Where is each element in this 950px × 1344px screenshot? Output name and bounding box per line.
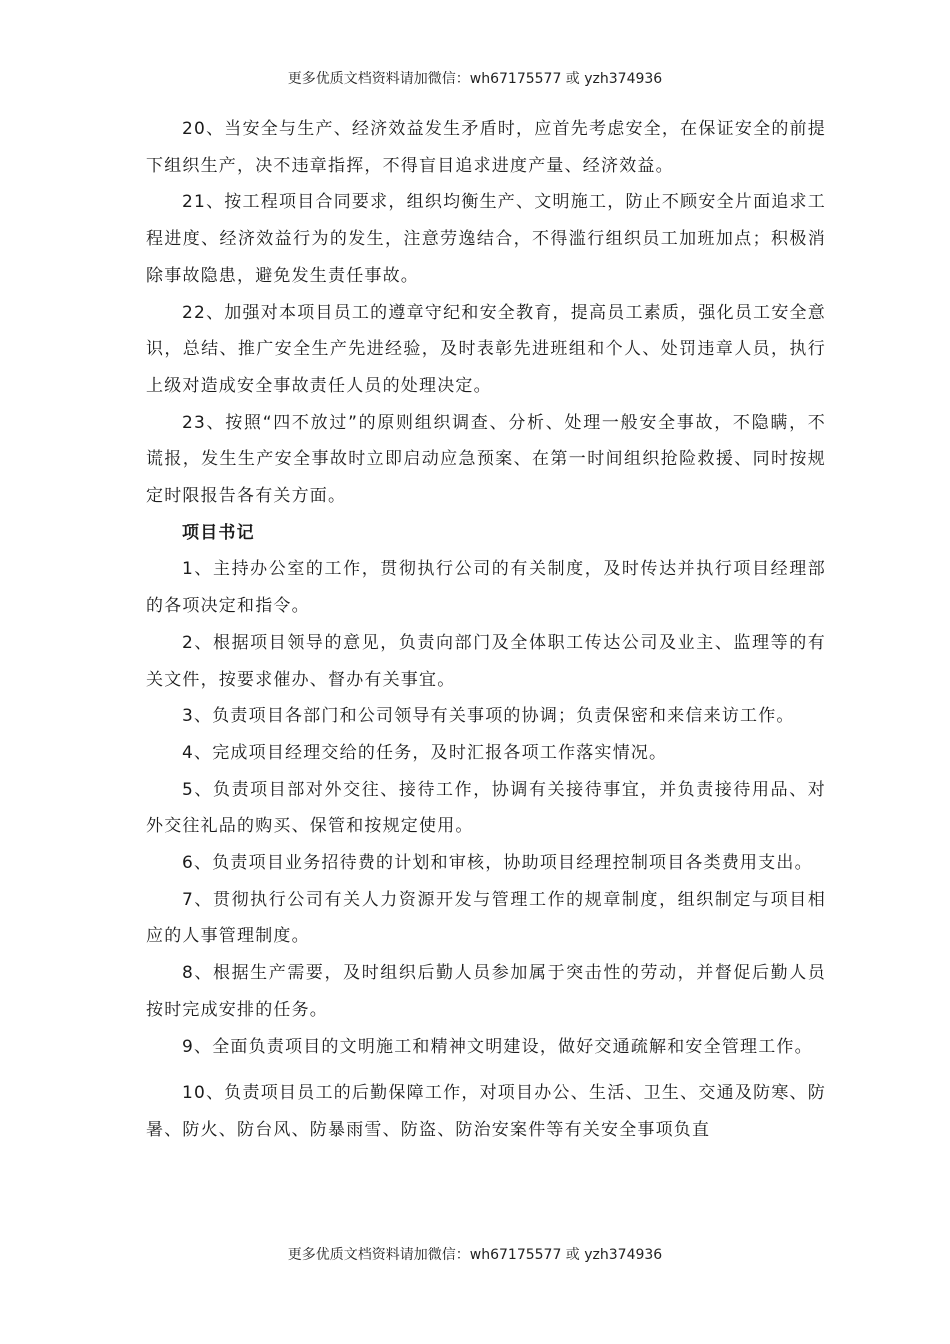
section-item-2: 2、根据项目领导的意见，负责向部门及全体职工传达公司及业主、监理等的有关文件，按要求催办、督办有关事宜。 (146, 632, 826, 690)
section-item-1: 1、主持办公室的工作，贯彻执行公司的有关制度，及时传达并执行项目经理部的各项决定和指令。 (146, 559, 826, 617)
section-item-7: 7、贯彻执行公司有关人力资源开发与管理工作的规章制度，组织制定与项目相应的人事管理制度。 (146, 889, 826, 947)
page-footer: 更多优质文档资料请加微信：wh67175577 或 yzh374936 (287, 1247, 663, 1263)
section-item-4: 4、完成项目经理交给的任务，及时汇报各项工作落实情况。 (182, 742, 668, 763)
paragraph-20: 20、当安全与生产、经济效益发生矛盾时，应首先考虑安全，在保证安全的前提下组织生产，决不违章指挥，不得盲目追求进度产量、经济效益。 (146, 119, 826, 176)
paragraph-22: 22、加强对本项目员工的遵章守纪和安全教育，提高员工素质，强化员工安全意识，总结、推广安全生产先进经验，及时表彰先进班组和个人、处罚违章人员，执行上级对造成安全事故责任人员的处理决定。 (146, 302, 826, 396)
section-item-5: 5、负责项目部对外交往、接待工作，协调有关接待事宜，并负责接待用品、对外交往礼品的购买、保管和按规定使用。 (146, 779, 826, 837)
section-item-6: 6、负责项目业务招待费的计划和审核，协助项目经理控制项目各类费用支出。 (182, 853, 813, 874)
page-header: 更多优质文档资料请加微信：wh67175577 或 yzh374936 (287, 71, 663, 87)
paragraph-23: 23、按照“四不放过”的原则组织调查、分析、处理一般安全事故，不隐瞒，不谎报，发生生产安全事故时立即启动应急预案、在第一时间组织抢险救援、同时按规定时限报告各有关方面。 (146, 412, 826, 507)
section-item-3: 3、负责项目各部门和公司领导有关事项的协调；负责保密和来信来访工作。 (182, 706, 795, 727)
paragraph-21: 21、按工程项目合同要求，组织均衡生产、文明施工，防止不顾安全片面追求工程进度、经济效益行为的发生，注意劳逸结合，不得滥行组织员工加班加点；积极消除事故隐患，避免发生责任事故。 (146, 192, 826, 286)
section-item-8: 8、根据生产需要，及时组织后勤人员参加属于突击性的劳动，并督促后勤人员按时完成安排的任务。 (146, 963, 826, 1020)
document-body (146, 111, 826, 1149)
section-item-10: 10、负责项目员工的后勤保障工作，对项目办公、生活、卫生、交通及防寒、防暑、防火、防台风、防暴雨雪、防盗、防治安案件等有关安全事项负直 (146, 1083, 826, 1140)
section-title: 项目书记 (182, 522, 255, 543)
section-item-9: 9、全面负责项目的文明施工和精神文明建设，做好交通疏解和安全管理工作。 (182, 1036, 813, 1057)
paragraph-gap (146, 1065, 826, 1075)
